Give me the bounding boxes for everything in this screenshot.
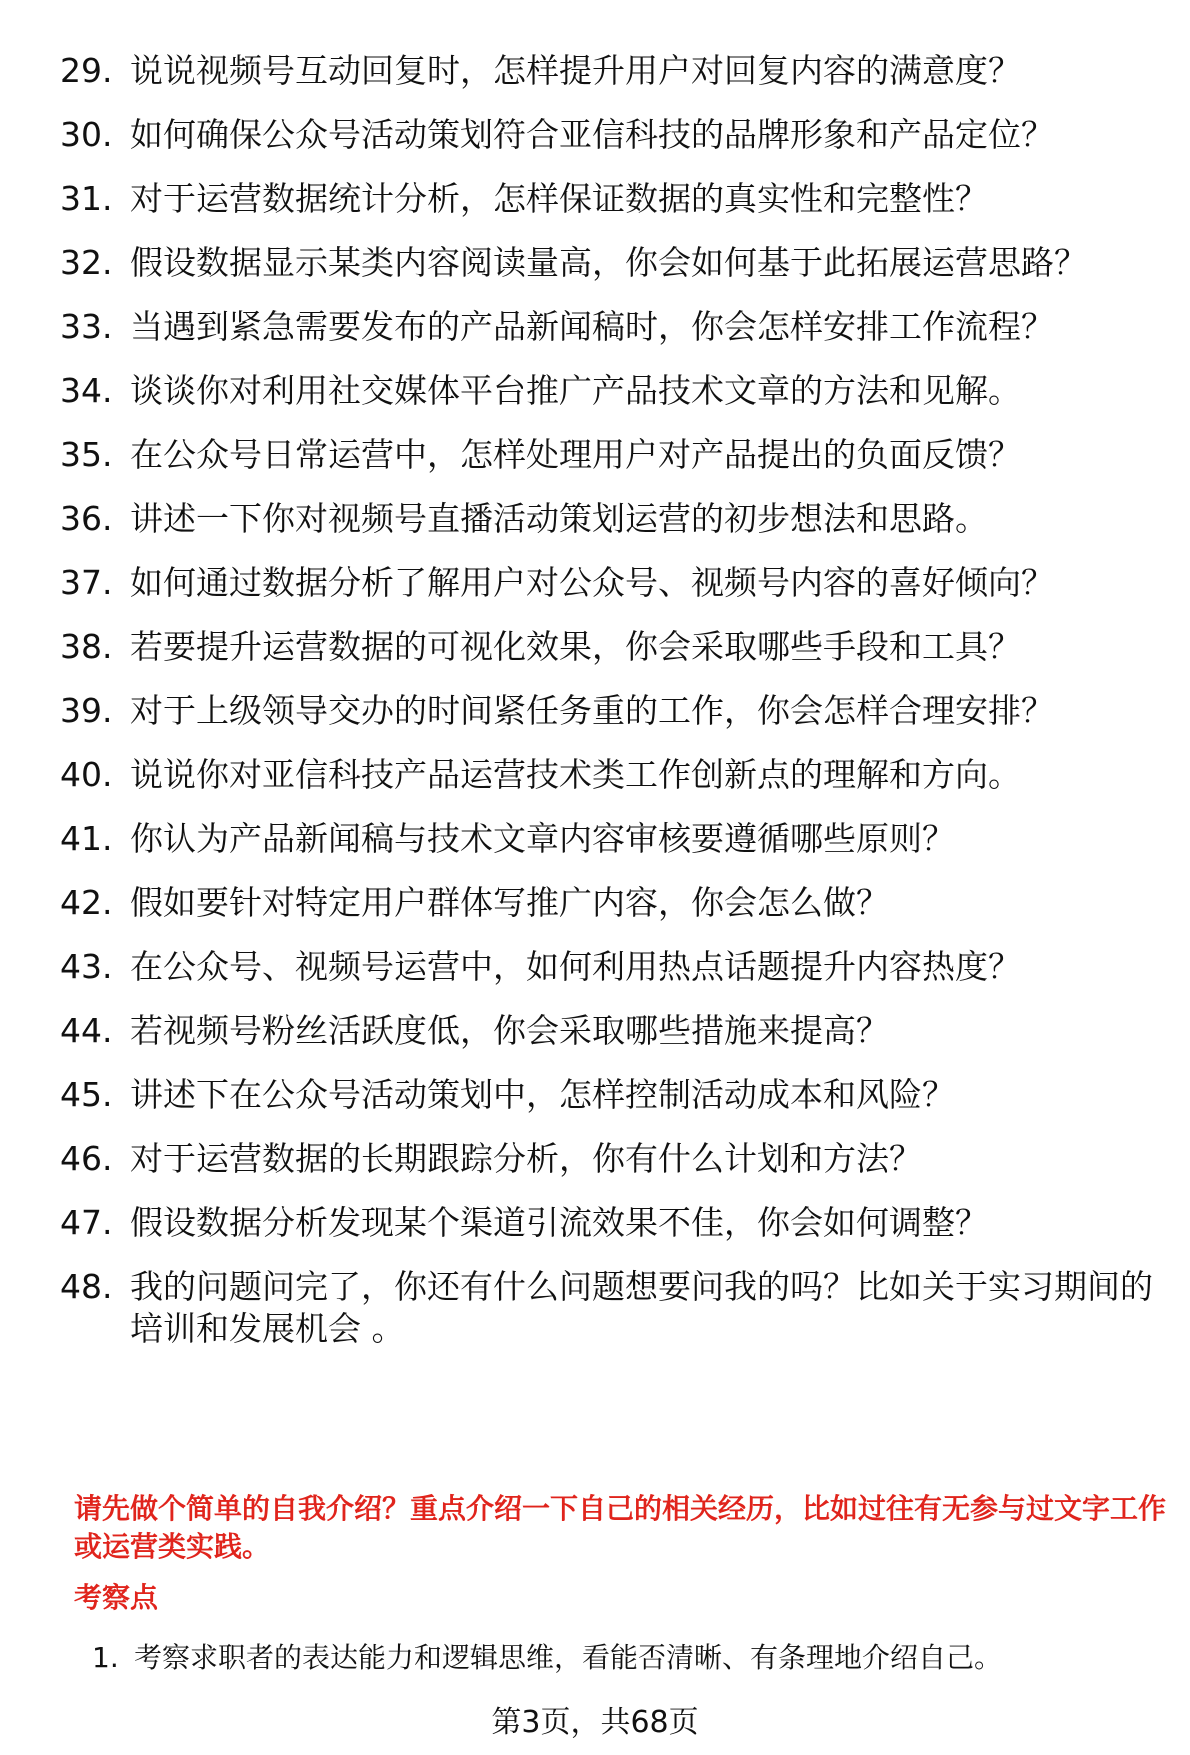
item-number: 44.: [60, 1011, 113, 1050]
item-text: 假如要针对特定用户群体写推广内容，你会怎么做？: [130, 883, 889, 922]
item-text: 讲述下在公众号活动策划中，怎样控制活动成本和风险？: [130, 1075, 955, 1114]
item-text: 在公众号日常运营中，怎样处理用户对产品提出的负面反馈？: [130, 435, 1021, 474]
list-item: [60, 1266, 1170, 1350]
item-text: 对于运营数据统计分析，怎样保证数据的真实性和完整性？: [130, 179, 988, 218]
item-number: 30.: [60, 115, 113, 154]
item-number: 41.: [60, 819, 113, 858]
list-item: [60, 434, 1170, 476]
item-text: 如何通过数据分析了解用户对公众号、视频号内容的喜好倾向？: [130, 563, 1054, 602]
item-text: 在公众号、视频号运营中，如何利用热点话题提升内容热度？: [130, 947, 1021, 986]
page-number: 第3页，共68页: [491, 1705, 699, 1740]
list-item: [60, 754, 1170, 796]
list-item: [92, 1640, 1172, 1676]
list-item: [60, 882, 1170, 924]
item-number: 36.: [60, 499, 113, 538]
item-number: 32.: [60, 243, 113, 282]
item-number: 46.: [60, 1139, 113, 1178]
list-item: [60, 498, 1170, 540]
item-number: 47.: [60, 1203, 113, 1242]
question-list: [60, 50, 1170, 1372]
item-text: 说说视频号互动回复时，怎样提升用户对回复内容的满意度？: [130, 51, 1021, 90]
item-text: 对于运营数据的长期跟踪分析，你有什么计划和方法？: [130, 1139, 922, 1178]
list-item: [60, 50, 1170, 92]
list-item: [60, 370, 1170, 412]
item-text: 说说你对亚信科技产品运营技术类工作创新点的理解和方向。: [130, 755, 1021, 794]
item-text: 考察求职者的表达能力和逻辑思维，看能否清晰、有条理地介绍自己。: [134, 1641, 1003, 1674]
item-text: 对于上级领导交办的时间紧任务重的工作，你会怎样合理安排？: [130, 691, 1054, 730]
item-number: 39.: [60, 691, 113, 730]
item-number: 1.: [92, 1641, 119, 1674]
list-item: [60, 178, 1170, 220]
list-item: [60, 562, 1170, 604]
list-item: [60, 1010, 1170, 1052]
list-item: [60, 690, 1170, 732]
list-item: [60, 306, 1170, 348]
item-text: 若要提升运营数据的可视化效果，你会采取哪些手段和工具？: [130, 627, 1021, 666]
item-number: 45.: [60, 1075, 113, 1114]
list-item: [60, 114, 1170, 156]
item-number: 29.: [60, 51, 113, 90]
item-text: 若视频号粉丝活跃度低，你会采取哪些措施来提高？: [130, 1011, 889, 1050]
item-number: 34.: [60, 371, 113, 410]
item-text: 讲述一下你对视频号直播活动策划运营的初步想法和思路。: [130, 499, 988, 538]
item-number: 31.: [60, 179, 113, 218]
item-number: 48.: [60, 1267, 113, 1306]
item-number: 43.: [60, 947, 113, 986]
item-text: 我的问题问完了，你还有什么问题想要问我的吗？比如关于实习期间的培训和发展机会 。: [130, 1267, 1153, 1348]
list-item: [60, 1202, 1170, 1244]
item-number: 40.: [60, 755, 113, 794]
list-item: [60, 242, 1170, 284]
item-number: 42.: [60, 883, 113, 922]
item-number: 33.: [60, 307, 113, 346]
list-item: [60, 818, 1170, 860]
item-text: 当遇到紧急需要发布的产品新闻稿时，你会怎样安排工作流程？: [130, 307, 1054, 346]
item-text: 谈谈你对利用社交媒体平台推广产品技术文章的方法和见解。: [130, 371, 1021, 410]
item-text: 你认为产品新闻稿与技术文章内容审核要遵循哪些原则？: [130, 819, 955, 858]
item-number: 35.: [60, 435, 113, 474]
item-number: 37.: [60, 563, 113, 602]
item-text: 假设数据分析发现某个渠道引流效果不佳，你会如何调整？: [130, 1203, 988, 1242]
list-item: [60, 1138, 1170, 1180]
list-item: [60, 626, 1170, 668]
section-title: 考察点: [74, 1581, 159, 1614]
item-text: 假设数据显示某类内容阅读量高，你会如何基于此拓展运营思路？: [130, 243, 1087, 282]
item-number: 38.: [60, 627, 113, 666]
list-item: [60, 946, 1170, 988]
list-item: [60, 1074, 1170, 1116]
highlight-question: 请先做个简单的自我介绍？重点介绍一下自己的相关经历，比如过往有无参与过文字工作或运营类实践。: [74, 1492, 1167, 1563]
item-text: 如何确保公众号活动策划符合亚信科技的品牌形象和产品定位？: [130, 115, 1054, 154]
